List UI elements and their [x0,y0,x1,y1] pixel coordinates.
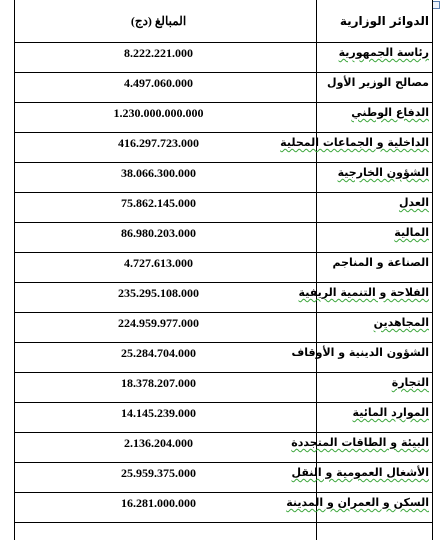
department-cell: الأشغال العمومية و النقل [291,466,429,479]
department-cell: الصناعة و المناجم [332,256,429,269]
table-row [15,493,432,523]
department-cell: الموارد المائية [352,406,429,419]
amount-cell: 4.497.060.000 [124,76,193,90]
amount-cell: 16.281.000.000 [121,496,196,510]
amount-cell: 18.378.207.000 [121,376,196,390]
department-cell: الشؤون الخارجية [337,166,429,179]
department-cell: المجاهدين [373,316,429,329]
table-move-handle-icon[interactable] [432,1,440,9]
table-row [15,163,432,193]
table-row [15,253,432,283]
amount-cell: 75.862.145.000 [121,196,196,210]
table-row [15,103,432,133]
table-row [15,343,432,373]
table-row [15,403,432,433]
table-row [15,433,432,463]
amount-cell: 86.980.203.000 [121,226,196,240]
department-cell: التجارة [391,376,429,389]
budget-table [14,0,433,540]
department-cell: الفلاحة و التنمية الريفية [298,286,429,299]
department-cell: رئاسة الجمهورية [338,46,429,59]
table-row [15,373,432,403]
department-cell: العدل [398,196,429,209]
table-row [15,463,432,493]
department-cell: البيئة و الطاقات المتجددة [291,436,429,449]
table-row [15,73,432,103]
amount-cell: 416.297.723.000 [118,136,199,150]
amount-cell: 4.727.613.000 [124,256,193,270]
amount-cell: 2.136.204.000 [124,436,193,450]
table-row [15,193,432,223]
department-cell: السكن و العمران و المدينة [286,496,429,509]
amount-cell: 25.284.704.000 [121,346,196,360]
amount-cell: 38.066.300.000 [121,166,196,180]
amount-cell: 25.959.375.000 [121,466,196,480]
table-row [15,133,432,163]
department-cell: مصالح الوزير الأول [327,76,429,89]
department-cell: المالية [394,226,429,239]
table-header-row [15,0,432,43]
amount-cell: 14.145.239.000 [121,406,196,420]
department-cell: الدفاع الوطني [351,106,429,119]
amount-cell: 235.295.108.000 [118,286,199,300]
header-department: الدوائر الوزارية [339,14,429,28]
amount-cell: 8.222.221.000 [124,46,193,60]
department-cell: الداخلية و الجماعات المحلية [280,136,429,149]
amount-cell: 224.959.977.000 [118,316,199,330]
department-cell: الشؤون الدينية و الأوقاف [291,346,429,359]
table-row [15,223,432,253]
table-row [15,43,432,73]
amount-cell: 1.230.000.000.000 [113,106,204,120]
table-row [15,313,432,343]
header-amount: المبالغ (دج) [130,14,187,28]
table-row [15,283,432,313]
